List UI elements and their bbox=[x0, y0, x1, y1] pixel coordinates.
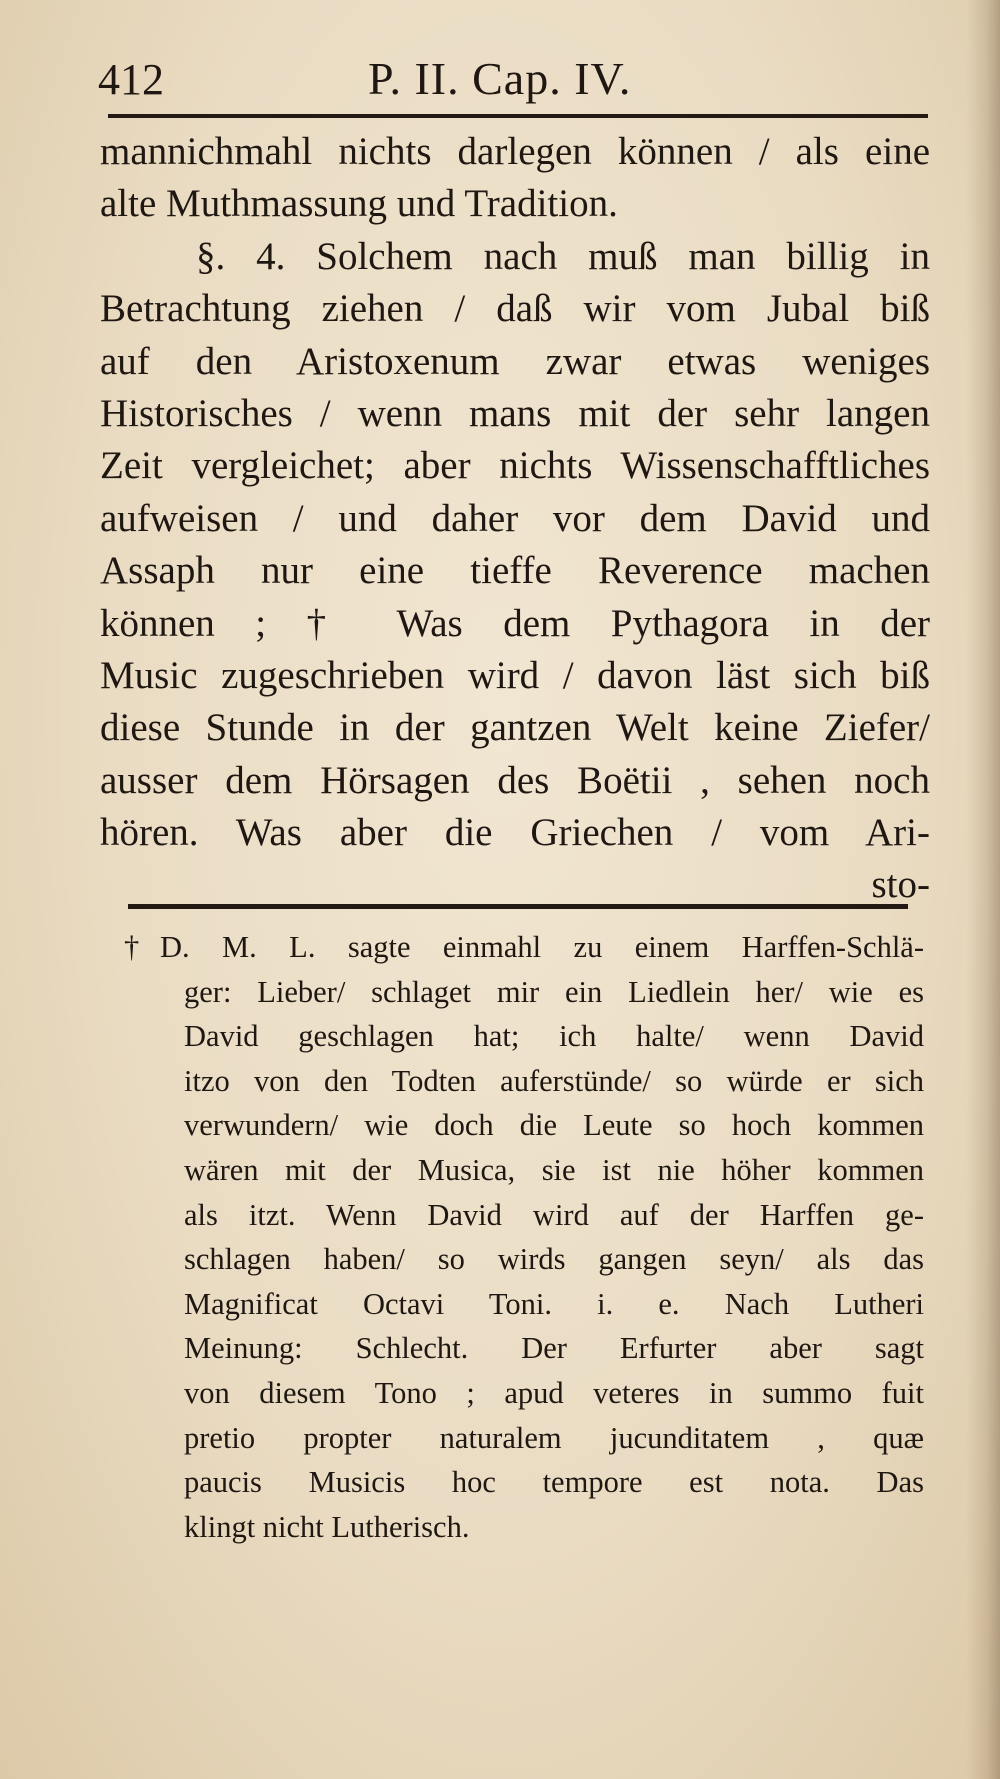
text-line: mannichmahl nichts darlegen können / als eine bbox=[100, 130, 930, 173]
footnote-line: paucis Musicis hoc tempore est nota. Das bbox=[184, 1465, 924, 1500]
footnote-line: von diesem Tono ; apud veteres in summo fuit bbox=[184, 1375, 924, 1410]
page-header bbox=[98, 48, 928, 108]
text-line: alte Muthmassung und Tradition. bbox=[100, 182, 618, 226]
page-number: 412 bbox=[98, 55, 164, 104]
footnote-line: Meinung: Schlecht. Der Erfurter aber sagt bbox=[184, 1331, 924, 1366]
footnote-line: itzo von den Todten auferstünde/ so würde er sich bbox=[184, 1063, 924, 1098]
dagger-marker: † bbox=[124, 930, 140, 964]
footnote-line: klingt nicht Lutherisch. bbox=[184, 1509, 470, 1544]
footnote-line: verwundern/ wie doch die Leute so hoch kommen bbox=[184, 1108, 924, 1143]
footnote-rule bbox=[128, 904, 908, 909]
header-rule bbox=[108, 114, 928, 118]
text-line: können ; † Was dem Pythagora in der bbox=[100, 601, 930, 645]
text-line: ausser dem Hörsagen des Boëtii , sehen noch bbox=[100, 758, 930, 802]
footnote-line: schlagen haben/ so wirds gangen seyn/ als das bbox=[184, 1242, 924, 1277]
text-line: Betrachtung ziehen / daß wir vom Jubal biß bbox=[100, 287, 930, 331]
footnote bbox=[124, 925, 924, 1549]
footnote-line: D. M. L. sagte einmahl zu einem Harffen-Schlä- bbox=[160, 930, 924, 964]
text-line: Historisches / wenn mans mit der sehr langen bbox=[100, 391, 930, 435]
text-line: aufweisen / und daher vor dem David und bbox=[100, 496, 930, 540]
text-line: diese Stunde in der gantzen Welt keine Ziefer/ bbox=[100, 706, 930, 750]
main-text bbox=[100, 126, 930, 912]
page-edge-shadow bbox=[966, 0, 1000, 1779]
footnote-line: als itzt. Wenn David wird auf der Harffen ge- bbox=[184, 1197, 924, 1232]
text-line: Assaph nur eine tieffe Reverence machen bbox=[100, 549, 930, 593]
text-line: Music zugeschrieben wird / davon läst sich biß bbox=[100, 653, 930, 697]
text-line: §. 4. Solchem nach muß man billig in bbox=[196, 234, 930, 278]
footnote-line: Magnificat Octavi Toni. i. e. Nach Lutheri bbox=[184, 1286, 924, 1321]
footnote-line: ger: Lieber/ schlaget mir ein Liedlein her/ wie es bbox=[184, 974, 924, 1009]
footnote-line: wären mit der Musica, sie ist nie höher kommen bbox=[184, 1152, 924, 1187]
text-line: hören. Was aber die Griechen / vom Ari- bbox=[100, 811, 930, 855]
catchword: sto- bbox=[871, 863, 930, 907]
text-line: auf den Aristoxenum zwar etwas weniges bbox=[100, 339, 930, 383]
footnote-line: David geschlagen hat; ich halte/ wenn David bbox=[184, 1019, 924, 1054]
running-head: P. II. Cap. IV. bbox=[368, 53, 632, 104]
text-line: Zeit vergleichet; aber nichts Wissenschafftliches bbox=[100, 444, 930, 488]
footnote-line: pretio propter naturalem jucunditatem , quæ bbox=[184, 1420, 924, 1455]
